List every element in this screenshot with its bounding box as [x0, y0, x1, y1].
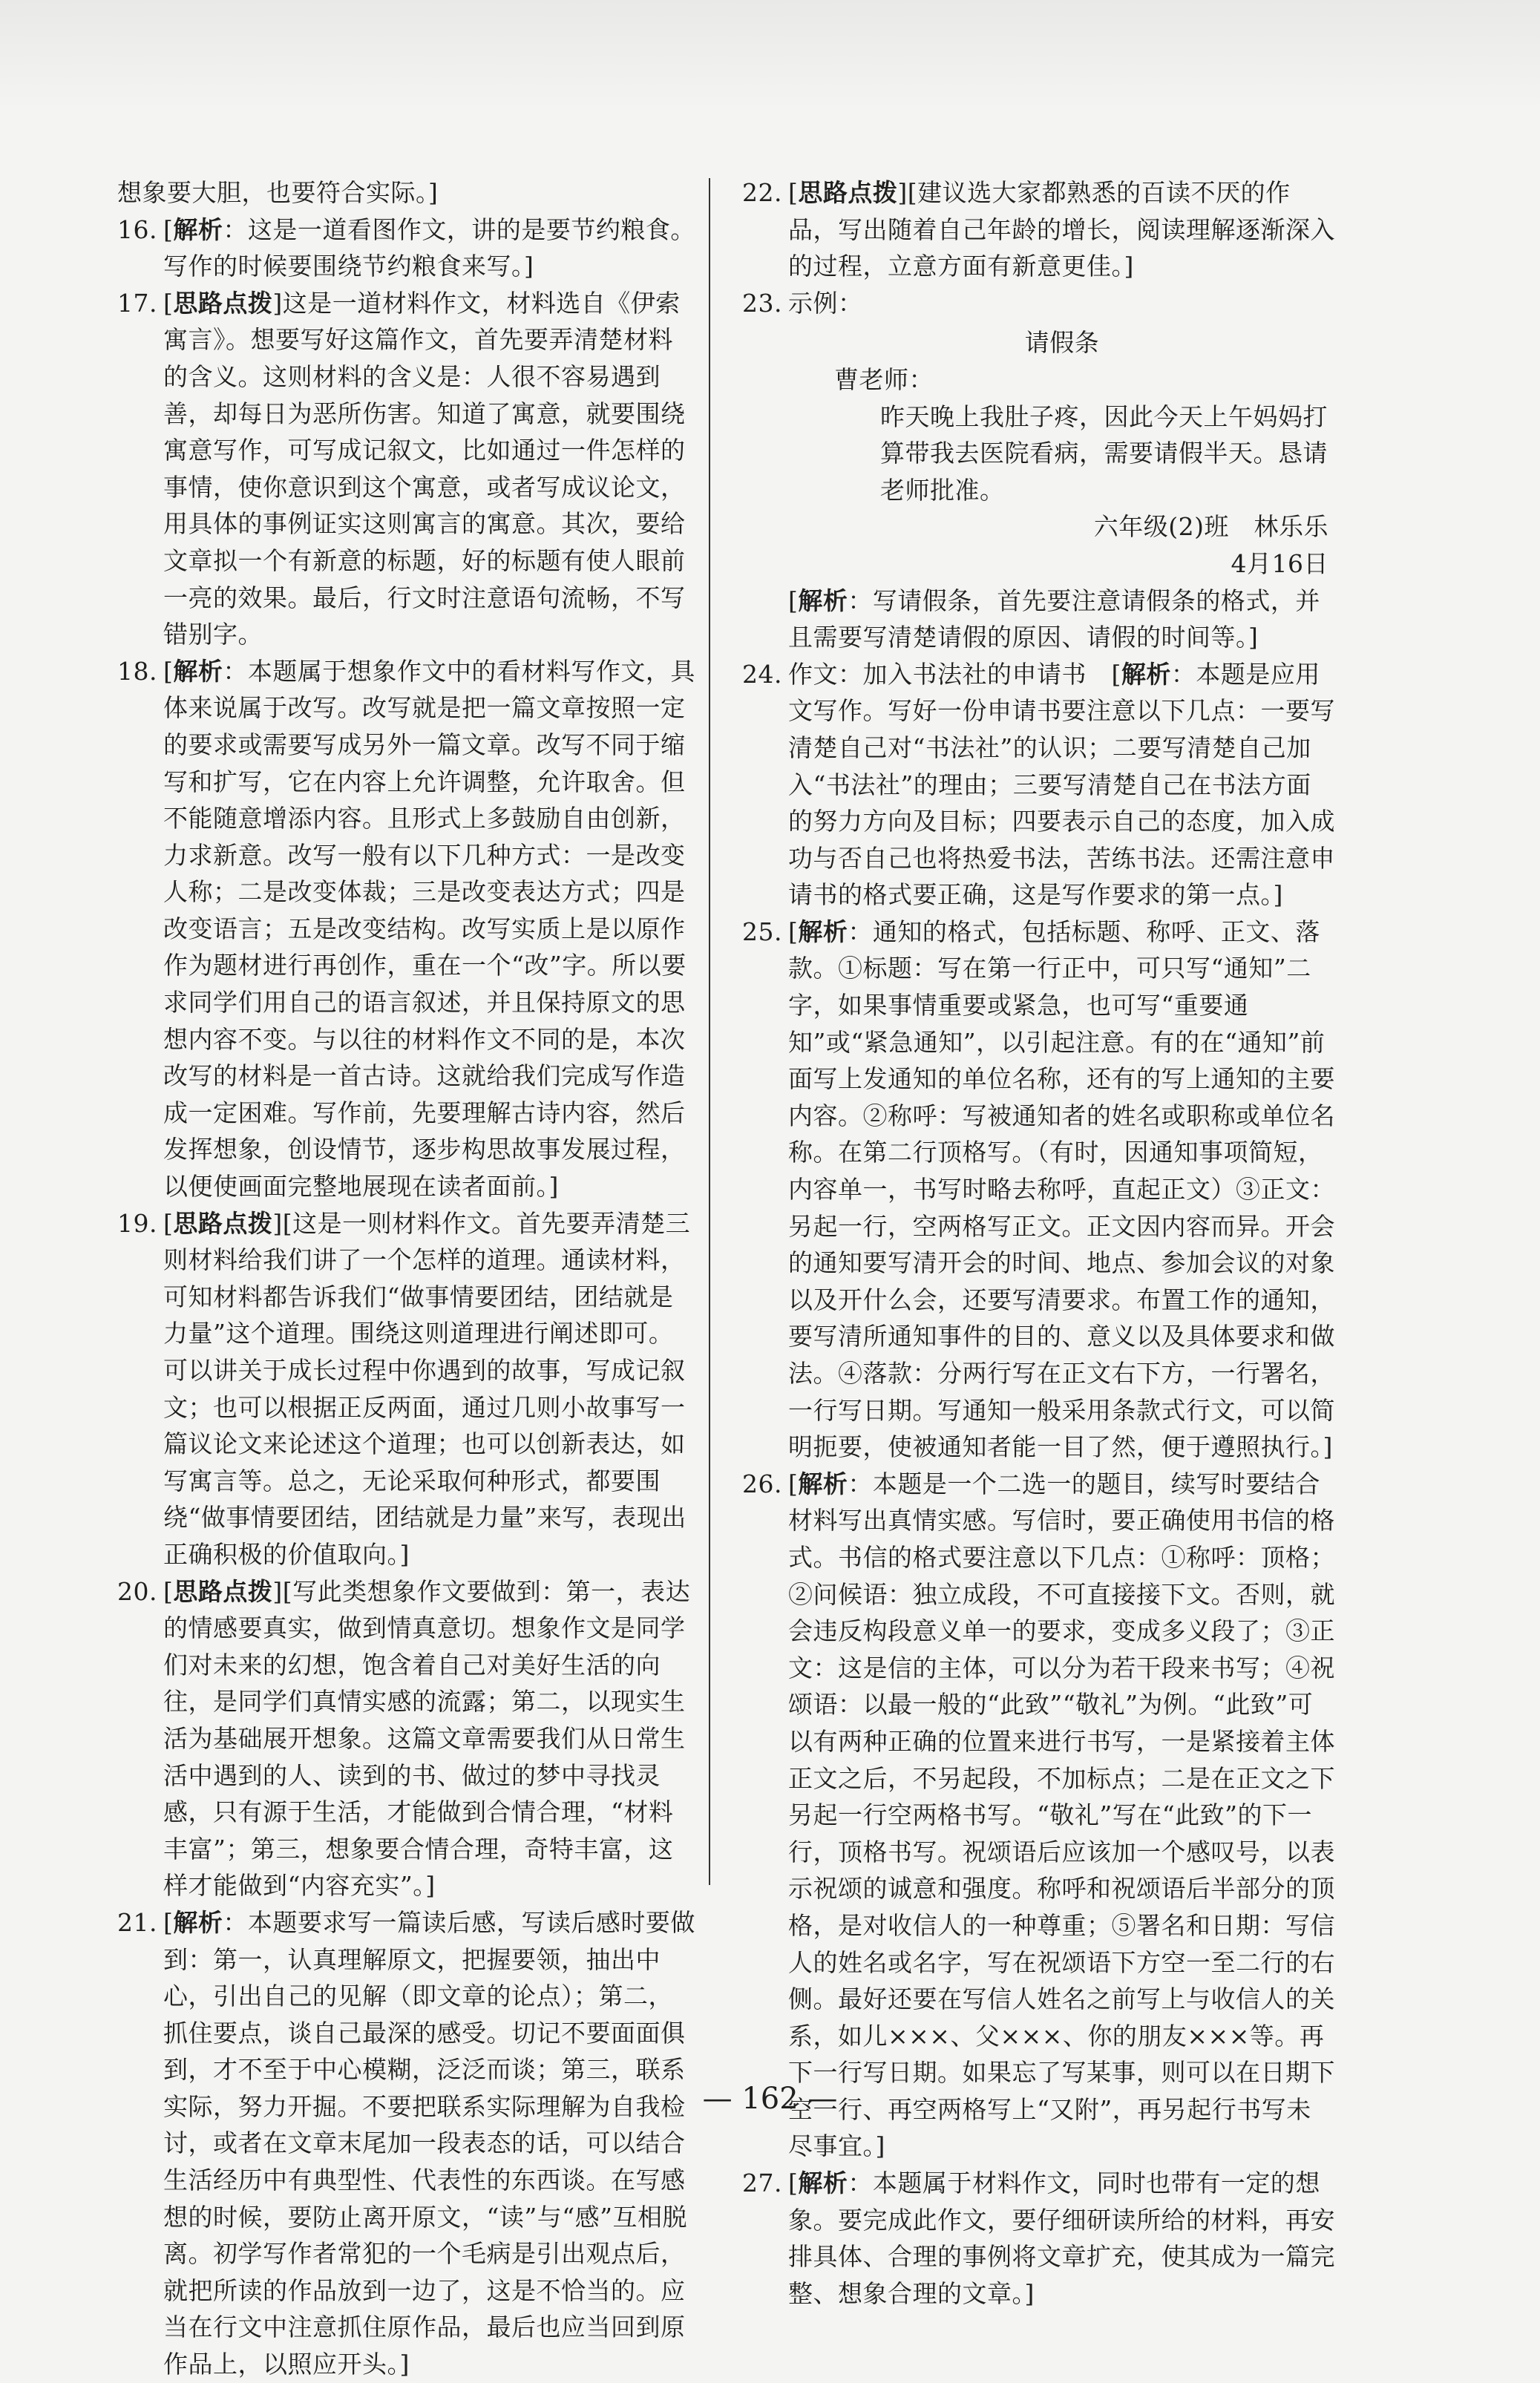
leave-note-analysis: [解析：写请假条，首先要注意请假条的格式，并且需要写清楚请假的原因、请假的时间等。]	[788, 586, 1320, 652]
left-column	[117, 174, 696, 2383]
leave-note-title: 请假条	[1024, 328, 1100, 358]
item-number: 22.	[742, 178, 782, 207]
answer-20: 20. [思路点拨][写此类想象作文要做到：第一，表达的情感要真实，做到情真意切。想象作文是同学们对未来的幻想，饱含着自己对美好生活的向往，是同学们真情实感的流露；第二，以现实生活为基础展开想象。这篇文章需要我们从日常生活中遇到的人、读到的书、做过的梦中寻找灵感，只有源于生活，才能做到合情合理，“材料丰富”；第三，想象要合情合理，奇特丰富，这样才能做到“内容充实”。]	[117, 1573, 696, 1904]
answer-25	[742, 914, 1336, 1466]
item-number: 16.	[117, 214, 157, 244]
analysis-tag: 解析	[173, 656, 223, 686]
answer-text: ：本题属于想象作文中的看材料写作文，具体来说属于改写。改写就是把一篇文章按照一定的要求或需要写成另外一篇文章。改写不同于缩写和扩写，它在内容上允许调整，允许取舍。但不能随意增添内容。且形式上多鼓励自由创新，力求新意。改写一般有以下几种方式：一是改变人称；二是改变体裁；三是改变表达方式；四是改变语言；五是改变结构。改写实质上是以原作作为题材进行再创作，重在一个“改”字。所以要求同学们用自己的语言叙述，并且保持原文的思想内容不变。与以往的材料作文不同的是，本次改写的材料是一首古诗。这就给我们完成写作造成一定困难。写作前，先要理解古诗内容，然后发挥想象，创设情节，逐步构思故事发展过程，以便使画面完整地展现在读者面前。]	[163, 656, 695, 1202]
column-divider	[709, 178, 710, 1885]
analysis-tag: 解析	[798, 586, 848, 615]
answer-text: ：本题是一个二选一的题目，续写时要结合材料写出真情实感。写信时，要正确使用书信的格式。书信的格式要注意以下几点：①称呼：顶格；②问候语：独立成段，不可直接接下文。否则，就会违反构段意义单一的要求，变成多义段了；③正文：这是信的主体，可以分为若干段来书写；④祝颂语：以最一般的“此致”“敬礼”为例。“此致”可以有两种正确的位置来进行书写，一是紧接着主体正文之后，不另起段，不加标点；二是在正文之下另起一行空两格书写。“敬礼”写在“此致”的下一行，顶格书写。祝颂语后应该加一个感叹号，以表示祝颂的诚意和强度。称呼和祝颂语后半部分的顶格，是对收信人的一种尊重；⑤署名和日期：写信人的姓名或名字，写在祝颂语下方空一至二行的右侧。最好还要在写信人姓名之前写上与收信人的关系，如儿×××、父×××、你的朋友×××等。再下一行写日期。如果忘了写某事，则可以在日期下空一行、再空两格写上“又附”，再另起行书写未尽事宜。]	[788, 1469, 1335, 2161]
item-number: 19.	[117, 1208, 157, 1238]
answer-24	[742, 656, 1336, 914]
answer-text: ：本题要求写一篇读后感，写读后感时要做到：第一，认真理解原文，把握要领，抽出中心，引出自己的见解（即文章的论点）；第二，抓住要点，谈自己最深的感受。切记不要面面俱到，才不至于中心模糊，泛泛而谈；第三，联系实际，努力开掘。不要把联系实际理解为自我检讨，或者在文章末尾加一段表态的话，可以结合生活经历中有典型性、代表性的东西谈。在写感想的时候，要防止离开原文，“读”与“感”互相脱离。初学写作者常犯的一个毛病是引出观点后，就把所读的作品放到一边了，这是不恰当的。应当在行文中注意抓住原作品，最后也应当回到原作品上，以照应开头。]	[163, 1907, 695, 2379]
leave-note-signature: 六年级(2)班 林乐乐	[1093, 512, 1328, 542]
answer-text: 写此类想象作文要做到：第一，表达的情感要真实，做到情真意切。想象作文是同学们对未来的幻想，饱含着自己对美好生活的向往，是同学们真情实感的流露；第二，以现实生活为基础展开想象。这篇文章需要我们从日常生活中遇到的人、读到的书、做过的梦中寻找灵感，只有源于生活，才能做到合情合理，“材料丰富”；第三，想象要合情合理，奇特丰富，这样才能做到“内容充实”。]	[163, 1576, 691, 1901]
hint-tag: 思路点拨	[173, 288, 273, 318]
hint-tag: 思路点拨	[173, 1576, 273, 1606]
page-number: — 162 —	[702, 2082, 838, 2116]
answer-text: ：通知的格式，包括标题、称呼、正文、落款。①标题：写在第一行正中，可只写“通知”二字，如果事情重要或紧急，也可写“重要通知”或“紧急通知”，以引起注意。有的在“通知”前面写上发通知的单位名称，还有的写上通知的主要内容。②称呼：写被通知者的姓名或职称或单位名称。在第二行顶格写。（有时，因通知事项简短，内容单一，书写时略去称呼，直起正文）③正文：另起一行，空两格写正文。正文因内容而异。开会的通知要写清开会的时间、地点、参加会议的对象以及开什么会，还要写清要求。布置工作的通知，要写清所通知事件的目的、意义以及具体要求和做法。④落款：分两行写在正文右下方，一行署名，一行写日期。写通知一般采用条款式行文，可以简明扼要，使被通知者能一目了然，便于遵照执行。]	[788, 917, 1335, 1462]
answer-17: 17. [思路点拨]这是一道材料作文，材料选自《伊索寓言》。想要写好这篇作文，首先要弄清楚材料的含义。这则材料的含义是：人很不容易遇到善，却每日为恶所伤害。知道了寓意，就要围绕寓意写作，可写成记叙文，比如通过一件怎样的事情，使你意识到这个寓意，或者写成议论文，用具体的事例证实这则寓言的寓意。其次，要给文章拟一个有新意的标题，好的标题有使人眼前一亮的效果。最后，行文时注意语句流畅，不写错别字。	[117, 285, 696, 653]
leave-note-body: 昨天晚上我肚子疼，因此今天上午妈妈打算带我去医院看病，需要请假半天。恳请老师批准。	[880, 401, 1328, 505]
hint-tag: 思路点拨	[173, 1208, 273, 1238]
answer-27	[742, 2165, 1336, 2312]
answer-prefix: [	[788, 1469, 799, 1498]
answer-18: 18. [解析：本题属于想象作文中的看材料写作文，具体来说属于改写。改写就是把一篇文章按照一定的要求或需要写成另外一篇文章。改写不同于缩写和扩写，它在内容上允许调整，允许取舍。但不能随意增添内容。且形式上多鼓励自由创新，力求新意。改写一般有以下几种方式：一是改变人称；二是改变体裁；三是改变表达方式；四是改变语言；五是改变结构。改写实质上是以原作作为题材进行再创作，重在一个“改”字。所以要求同学们用自己的语言叙述，并且保持原文的思想内容不变。与以往的材料作文不同的是，本次改写的材料是一首古诗。这就给我们完成写作造成一定困难。写作前，先要理解古诗内容，然后发挥想象，创设情节，逐步构思故事发展过程，以便使画面完整地展现在读者面前。]	[117, 653, 696, 1205]
answer-23	[742, 285, 1336, 656]
item-number: 26.	[742, 1469, 782, 1498]
continuation-text: 想象要大胆，也要符合实际。]	[117, 178, 439, 207]
answer-21: 21. [解析：本题要求写一篇读后感，写读后感时要做到：第一，认真理解原文，把握要领，抽出中心，引出自己的见解（即文章的论点）；第二，抓住要点，谈自己最深的感受。切记不要面面俱到，才不至于中心模糊，泛泛而谈；第三，联系实际，努力开掘。不要把联系实际理解为自我检讨，或者在文章末尾加一段表态的话，可以结合生活经历中有典型性、代表性的东西谈。在写感想的时候，要防止离开原文，“读”与“感”互相脱离。初学写作者常犯的一个毛病是引出观点后，就把所读的作品放到一边了，这是不恰当的。应当在行文中注意抓住原作品，最后也应当回到原作品上，以照应开头。]	[117, 1904, 696, 2383]
analysis-tag: 解析	[173, 1907, 223, 1937]
item-number: 25.	[742, 917, 782, 946]
leave-note-salutation: 曹老师：	[834, 364, 934, 394]
analysis-tag: 解析	[798, 917, 848, 946]
item-number: 18.	[117, 656, 157, 686]
answer-26	[742, 1466, 1336, 2165]
item-number: 17.	[117, 288, 157, 318]
item-number: 23.	[742, 288, 782, 318]
item-number: 24.	[742, 659, 782, 689]
example-label: 示例：	[788, 288, 863, 318]
item-number: 21.	[117, 1907, 157, 1937]
answer-text: ：这是一道看图作文，讲的是要节约粮食。写作的时候要围绕节约粮食来写。]	[163, 214, 695, 281]
page-top-shade	[0, 0, 1540, 111]
right-column	[742, 174, 1336, 2312]
leave-note-date: 4月16日	[1231, 548, 1328, 578]
answer-text: 这是一则材料作文。首先要弄清楚三则材料给我们讲了一个怎样的道理。通读材料，可知材料都告诉我们“做事情要团结，团结就是力量”这个道理。围绕这则道理进行阐述即可。可以讲关于成长过程中你遇到的故事，写成记叙文；也可以根据正反两面，通过几则小故事写一篇议论文来论述这个道理；也可以创新表达，如写寓言等。总之，无论采取何种形式，都要围绕“做事情要团结，团结就是力量”来写，表现出正确积极的价值取向。]	[163, 1208, 691, 1569]
analysis-tag: 解析	[1121, 659, 1171, 689]
answer-text: ：写请假条，首先要注意请假条的格式，并且需要写清楚请假的原因、请假的时间等。]	[788, 586, 1320, 652]
answer-19: 19. [思路点拨][这是一则材料作文。首先要弄清楚三则材料给我们讲了一个怎样的道理。通读材料，可知材料都告诉我们“做事情要团结，团结就是力量”这个道理。围绕这则道理进行阐述即可。可以讲关于成长过程中你遇到的故事，写成记叙文；也可以根据正反两面，通过几则小故事写一篇议论文来论述这个道理；也可以创新表达，如写寓言等。总之，无论采取何种形式，都要围绕“做事情要团结，团结就是力量”来写，表现出正确积极的价值取向。]	[117, 1205, 696, 1573]
analysis-tag: 解析	[798, 1469, 848, 1498]
answer-text: ：本题是应用文写作。写好一份申请书要注意以下几点：一要写清楚自己对“书法社”的认识；二要写清楚自己加入“书法社”的理由；三要写清楚自己在书法方面的努力方向及目标；四要表示自己的态度，加入成功与否自己也将热爱书法，苦练书法。还需注意申请书的格式要正确，这是写作要求的第一点。]	[788, 659, 1335, 910]
answer-prefix: [	[788, 2169, 799, 2198]
answer-16: 16. [解析：这是一道看图作文，讲的是要节约粮食。写作的时候要围绕节约粮食来写。]	[117, 212, 696, 285]
answer-text: ：本题属于材料作文，同时也带有一定的想象。要完成此作文，要仔细研读所给的材料，再安排具体、合理的事例将文章扩充，使其成为一篇完整、想象合理的文章。]	[788, 2169, 1335, 2308]
answer-22: 22. [思路点拨][建议选大家都熟悉的百读不厌的作品，写出随着自己年龄的增长，阅读理解逐渐深入的过程，立意方面有新意更佳。]	[742, 174, 1336, 285]
answer-text: 建议选大家都熟悉的百读不厌的作品，写出随着自己年龄的增长，阅读理解逐渐深入的过程，立意方面有新意更佳。]	[788, 178, 1335, 281]
item-number: 27.	[742, 2169, 782, 2198]
analysis-tag: 解析	[798, 2169, 848, 2198]
item-number: 20.	[117, 1576, 157, 1606]
hint-tag: 思路点拨	[798, 178, 898, 207]
answer-prefix: 作文：加入书法社的申请书 [	[788, 659, 1121, 689]
analysis-tag: 解析	[173, 214, 223, 244]
answer-text: 这是一道材料作文，材料选自《伊索寓言》。想要写好这篇作文，首先要弄清楚材料的含义。这则材料的含义是：人很不容易遇到善，却每日为恶所伤害。知道了寓意，就要围绕寓意写作，可写成记叙文，比如通过一件怎样的事情，使你意识到这个寓意，或者写成议论文，用具体的事例证实这则寓言的寓意。其次，要给文章拟一个有新意的标题，好的标题有使人眼前一亮的效果。最后，行文时注意语句流畅，不写错别字。	[163, 288, 686, 649]
answer-prefix: [	[788, 917, 799, 946]
